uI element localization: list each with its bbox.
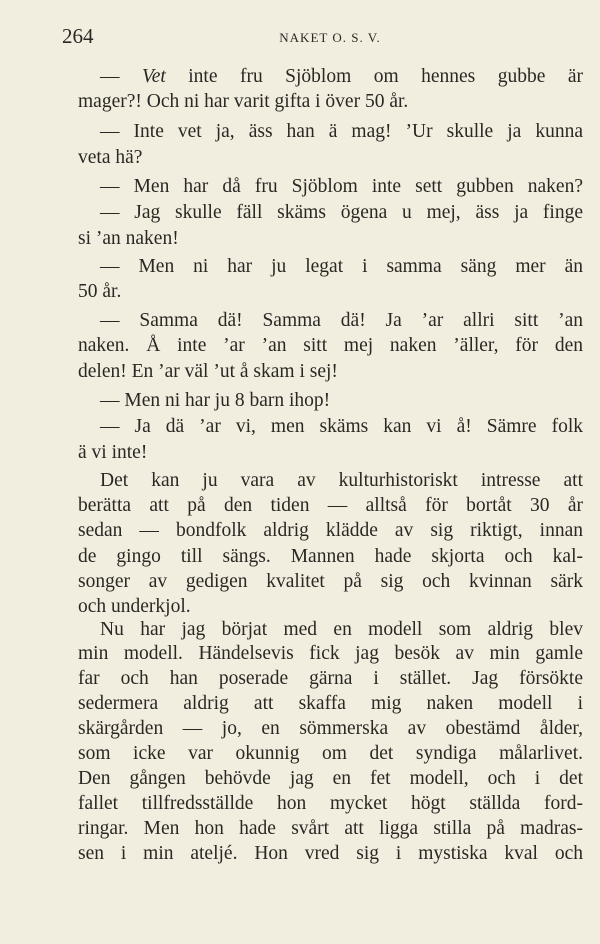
text-line: Det kan ju vara av kulturhistoriskt intresse att: [100, 470, 583, 491]
text-line: [100, 64, 583, 89]
text-line: de gingo till sängs. Mannen hade skjorta och kal-: [78, 546, 583, 567]
text-line: — Samma dä! Samma dä! Ja ’ar allri sitt ’an: [100, 310, 583, 331]
text-line: — Inte vet ja, äss han ä mag! ’Ur skulle ja kunna: [100, 121, 583, 142]
running-title: NAKET O. S. V.: [279, 30, 381, 45]
page-number: 264: [62, 24, 94, 48]
text-line: Den gången behövde jag en fet modell, och i det: [78, 768, 583, 789]
text-line: — Ja dä ’ar vi, men skäms kan vi å! Sämre folk: [100, 416, 583, 437]
text-line: min modell. Händelsevis fick jag besök av min gamle: [78, 643, 583, 664]
text-line: ringar. Men hon hade svårt att ligga stilla på madras-: [78, 818, 583, 839]
text-line: mager?! Och ni har varit gifta i över 50 år.: [78, 91, 409, 112]
text-line: sedan — bondfolk aldrig klädde av sig riktigt, innan: [78, 520, 583, 541]
text-line: 50 år.: [78, 281, 122, 302]
text-line: naken. Å inte ’ar ’an sitt mej naken ’äller, för den: [78, 335, 583, 356]
text-line: sedermera aldrig att skaffa mig naken modell i: [78, 693, 583, 714]
text-line: skärgården — jo, en sömmerska av obestämd ålder,: [78, 718, 583, 739]
text-line: som icke var okunnig om det syndiga målarlivet.: [78, 743, 583, 764]
italic-word: Vet: [141, 66, 166, 87]
text-line: si ’an naken!: [78, 228, 179, 249]
line-rest: inte fru Sjöblom om hennes gubbe är: [188, 66, 584, 87]
text-line: sen i min ateljé. Hon vred sig i mystiska kval och: [78, 843, 583, 864]
text-line: fallet tillfredsställde hon mycket högt ställda ford-: [78, 793, 583, 814]
text-line: — Men ni har ju 8 barn ihop!: [100, 390, 331, 411]
text-line: veta hä?: [78, 147, 143, 168]
text-line: Nu har jag börjat med en modell som aldrig blev: [100, 619, 583, 640]
text-line: och underkjol.: [78, 596, 191, 617]
text-line: — Men ni har ju legat i samma säng mer än: [100, 256, 583, 277]
text-line: berätta att på den tiden — alltså för bortåt 30 år: [78, 495, 583, 516]
text-line: far och han poserade gärna i stället. Jag försökte: [78, 668, 583, 689]
text-line: — Men har då fru Sjöblom inte sett gubben naken?: [100, 176, 583, 197]
text-line: songer av gedigen kvalitet på sig och kvinnan särk: [78, 571, 583, 592]
dash: —: [100, 66, 142, 87]
text-line: — Jag skulle fäll skäms ögena u mej, äss ja finge: [100, 202, 583, 223]
text-line: delen! En ’ar väl ’ut å skam i sej!: [78, 361, 338, 382]
text-line: ä vi inte!: [78, 442, 148, 463]
